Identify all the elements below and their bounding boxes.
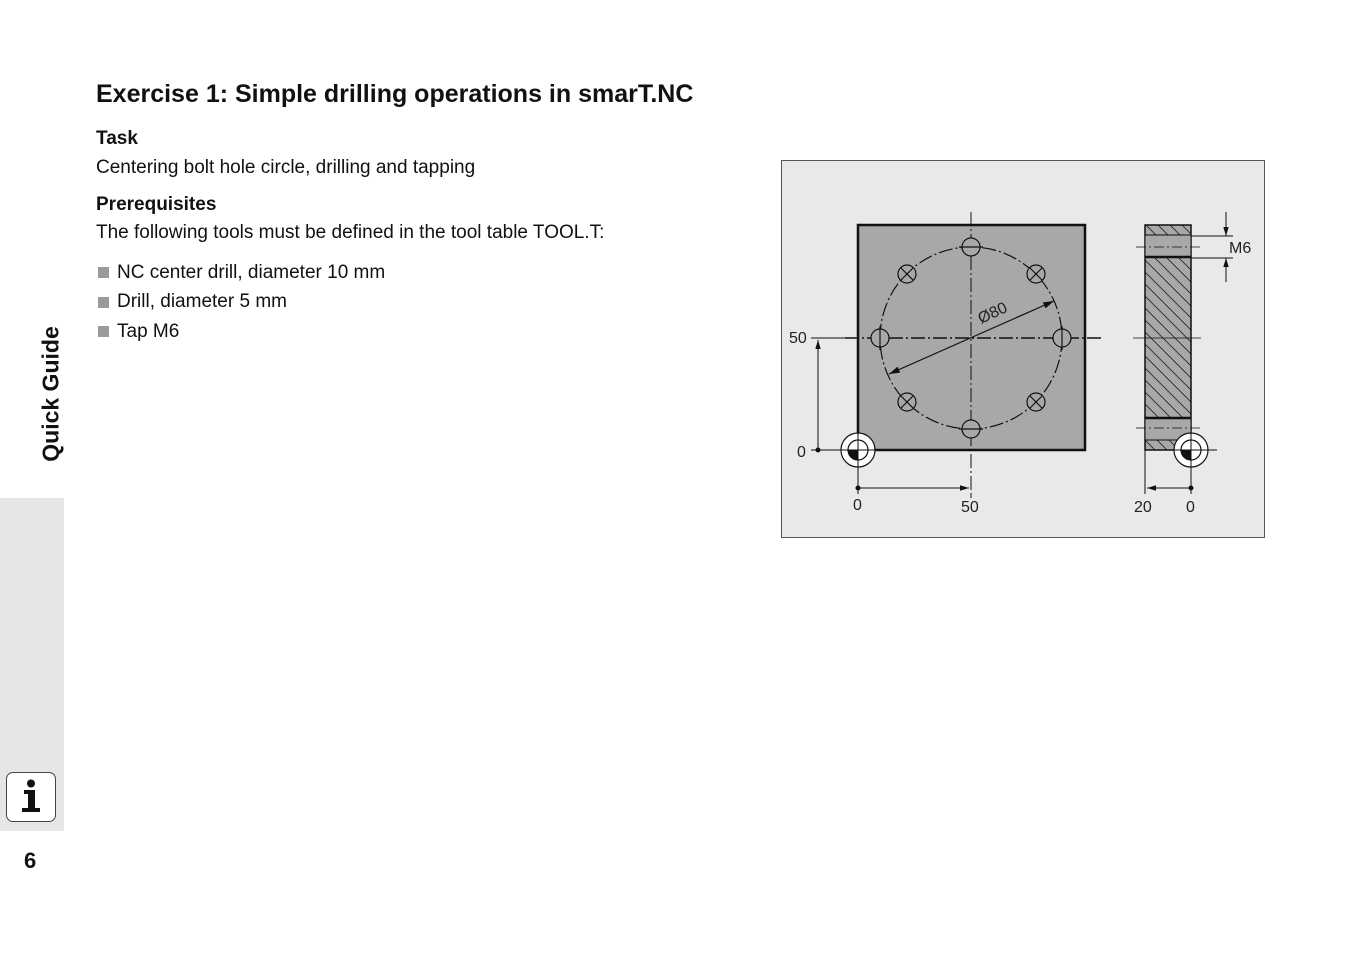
task-heading: Task xyxy=(96,128,138,149)
list-item xyxy=(96,317,385,347)
tool-label: NC center drill, diameter 10 mm xyxy=(117,261,386,283)
dim-side-0: 0 xyxy=(1186,499,1195,516)
dim-side-20: 20 xyxy=(1134,499,1152,516)
hole-bottom-right xyxy=(1027,393,1045,411)
diameter-label: Ø80 xyxy=(975,299,1011,328)
prerequisites-text: The following tools must be defined in the tool table TOOL.T: xyxy=(96,222,605,243)
dim-x-50: 50 xyxy=(961,499,979,516)
dim-y-0: 0 xyxy=(797,444,806,461)
task-text: Centering bolt hole circle, drilling and tapping xyxy=(96,157,476,178)
thread-label: M6 xyxy=(1229,240,1252,257)
workpiece-drawing xyxy=(781,160,1265,538)
bullet-square-icon xyxy=(98,326,109,337)
bullet-square-icon xyxy=(98,267,109,278)
dim-y-50: 50 xyxy=(789,330,807,347)
info-icon[interactable] xyxy=(6,772,56,822)
hole-bottom-left xyxy=(898,393,916,411)
info-glyph xyxy=(7,773,54,820)
prerequisites-heading: Prerequisites xyxy=(96,194,217,215)
hole-top-left xyxy=(898,265,916,283)
tool-label: Drill, diameter 5 mm xyxy=(117,291,287,313)
dim-x-0: 0 xyxy=(853,497,862,514)
page-title: Exercise 1: Simple drilling operations in smarT.NC xyxy=(96,80,694,108)
page-number: 6 xyxy=(24,848,37,873)
list-item xyxy=(96,288,385,318)
tool-label: Tap M6 xyxy=(117,320,180,342)
hole-top-right xyxy=(1027,265,1045,283)
section-label: Quick Guide xyxy=(37,326,64,462)
bullet-square-icon xyxy=(98,297,109,308)
tool-list xyxy=(96,258,385,347)
list-item xyxy=(96,258,385,288)
